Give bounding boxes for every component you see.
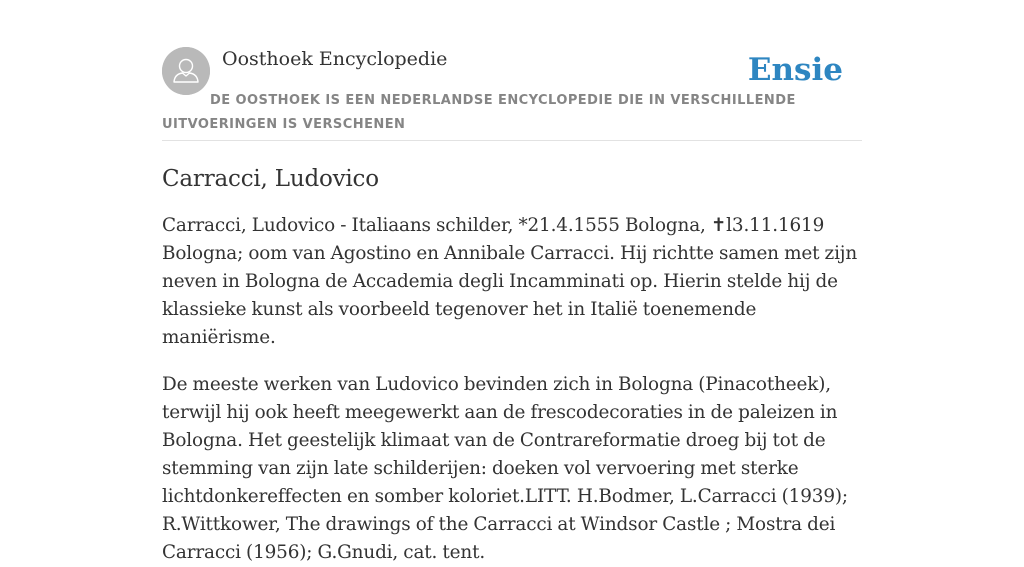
article-paragraph: De meeste werken van Ludovico bevinden zich in Bologna (Pinacotheek), terwijl hij ook heeft meegewerkt aan de frescodecoraties in de paleizen in Bologna. Het geestelijk klimaat van de Contrareformatie droeg bij tot de stemming van zijn late schilderijen: doeken vol vervoering met sterke lichtdonkereffecten en somber koloriet.LITT. H.Bodmer, L.Carracci (1939); R.Wittkower, The drawings of the Carracci at Windsor Castle ; Mostra dei Carracci (1956); G.Gnudi, cat. tent.: [162, 374, 848, 563]
source-name[interactable]: Oosthoek Encyclopedie: [222, 48, 448, 70]
ensie-logo[interactable]: Ensie: [747, 52, 843, 88]
user-silhouette-icon: [162, 47, 210, 95]
source-tagline: DE OOSTHOEK IS EEN NEDERLANDSE ENCYCLOPEDIE DIE IN VERSCHILLENDE UITVOERINGEN IS VERSCHENEN: [162, 93, 796, 132]
article-title: Carracci, Ludovico: [162, 166, 379, 192]
source-avatar[interactable]: [162, 47, 210, 95]
article-paragraph: Carracci, Ludovico - Italiaans schilder, *21.4.1555 Bologna, ✝l3.11.1619 Bologna; oom van Agostino en Annibale Carracci. Hij richtte samen met zijn neven in Bologna de Accademia degli Incamminati op. Hierin stelde hij de klassieke kunst als voorbeeld tegenover het in Italië toenemende maniërisme.: [162, 215, 858, 348]
article: [162, 160, 872, 567]
source-header: [162, 46, 862, 141]
